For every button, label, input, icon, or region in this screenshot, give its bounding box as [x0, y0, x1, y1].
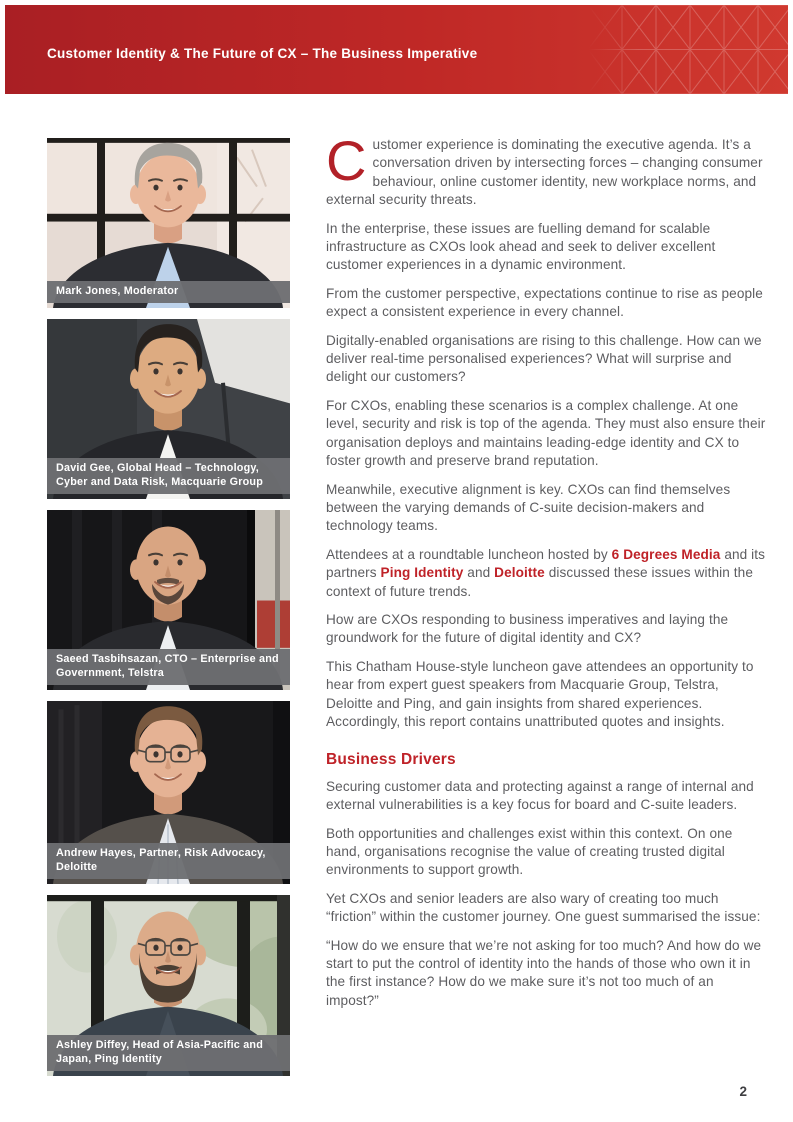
paragraph-text: ustomer experience is dominating the executive agenda. It’s a conversation driven by intersecting forces – changing consumer behaviour, online customer identity, new workplace norms, and external security threats.: [326, 137, 763, 208]
brand-mention-deloitte: Deloitte: [494, 565, 545, 581]
paragraph: Yet CXOs and senior leaders are also wary of creating too much “friction” within the customer journey. One guest summarised the issue:: [326, 890, 761, 925]
paragraph: For CXOs, enabling these scenarios is a complex challenge. At one level, security and risk is top of the agenda. They must also ensure their organisation deploys and maintains leading-edge identity and CX to foster growth and preserve brand reputation.: [326, 397, 766, 469]
paragraph-intro: [326, 129, 768, 210]
speaker-photo-block: [47, 895, 290, 1076]
brand-mention-6-degrees-media: 6 Degrees Media: [611, 546, 721, 562]
paragraph: How are CXOs responding to business imperatives and laying the groundwork for the future of digital identity and CX?: [326, 611, 729, 646]
page-number: 2: [739, 1084, 747, 1099]
triangle-lattice-decoration: [588, 5, 788, 94]
page-header-banner: [5, 5, 788, 94]
photo-caption: Ashley Diffey, Head of Asia-Pacific and Japan, Ping Identity: [47, 1035, 290, 1071]
paragraph-with-brands: [326, 546, 768, 601]
speaker-photo-block: [47, 319, 290, 499]
paragraph-quote: “How do we ensure that we’re not asking for too much? And how do we start to put the control of identity into the hands of those who own it in the first instance? How do we make sure it’s not too much of an impost?”: [326, 937, 762, 1008]
drop-cap: C: [326, 129, 367, 192]
paragraph: Securing customer data and protecting against a range of internal and external vulnerabilities is a key focus for board and C-suite leaders.: [326, 778, 754, 813]
paragraph: Digitally-enabled organisations are rising to this challenge. How can we deliver real-time personalised experiences? What will surprise and delight our customers?: [326, 332, 762, 385]
paragraph: Both opportunities and challenges exist within this context. On one hand, organisations recognise the value of creating trusted digital environments to support growth.: [326, 825, 733, 878]
paragraph-text: and its partners: [326, 546, 766, 581]
speaker-photo-block: [47, 138, 290, 308]
photo-caption: Andrew Hayes, Partner, Risk Advocacy, Deloitte: [47, 843, 290, 879]
article-body: [326, 129, 768, 1020]
speaker-photo-block: [47, 701, 290, 884]
brand-mention-ping-identity: Ping Identity: [380, 565, 464, 581]
paragraph: From the customer perspective, expectations continue to rise as people expect a consistent experience in every channel.: [326, 285, 763, 320]
speaker-photo-block: [47, 510, 290, 690]
section-heading-business-drivers: Business Drivers: [326, 751, 456, 769]
paragraph: Meanwhile, executive alignment is key. CXOs can find themselves between the varying demands of C-suite decision-makers and technology teams.: [326, 481, 731, 534]
photo-caption: David Gee, Global Head – Technology, Cyber and Data Risk, Macquarie Group: [47, 458, 290, 494]
paragraph: This Chatham House-style luncheon gave attendees an opportunity to hear from expert guest speakers from Macquarie Group, Telstra, Deloitte and Ping, and gain insights from shared experiences. Accordingly, this report contains unattributed quotes and insights.: [326, 658, 754, 729]
speaker-photo-column: [47, 138, 290, 1087]
paragraph-text: and: [463, 565, 495, 581]
photo-caption: Saeed Tasbihsazan, CTO – Enterprise and Government, Telstra: [47, 649, 290, 685]
paragraph-text: discussed these issues within the context of future trends.: [326, 565, 753, 599]
photo-caption: Mark Jones, Moderator: [47, 281, 290, 304]
page-title: Customer Identity & The Future of CX – The Business Imperative: [47, 46, 478, 61]
paragraph: In the enterprise, these issues are fuelling demand for scalable infrastructure as CXOs look ahead and seek to deliver excellent customer experiences in a dynamic environment.: [326, 220, 716, 273]
paragraph-text: Attendees at a roundtable luncheon hosted by: [326, 546, 612, 562]
